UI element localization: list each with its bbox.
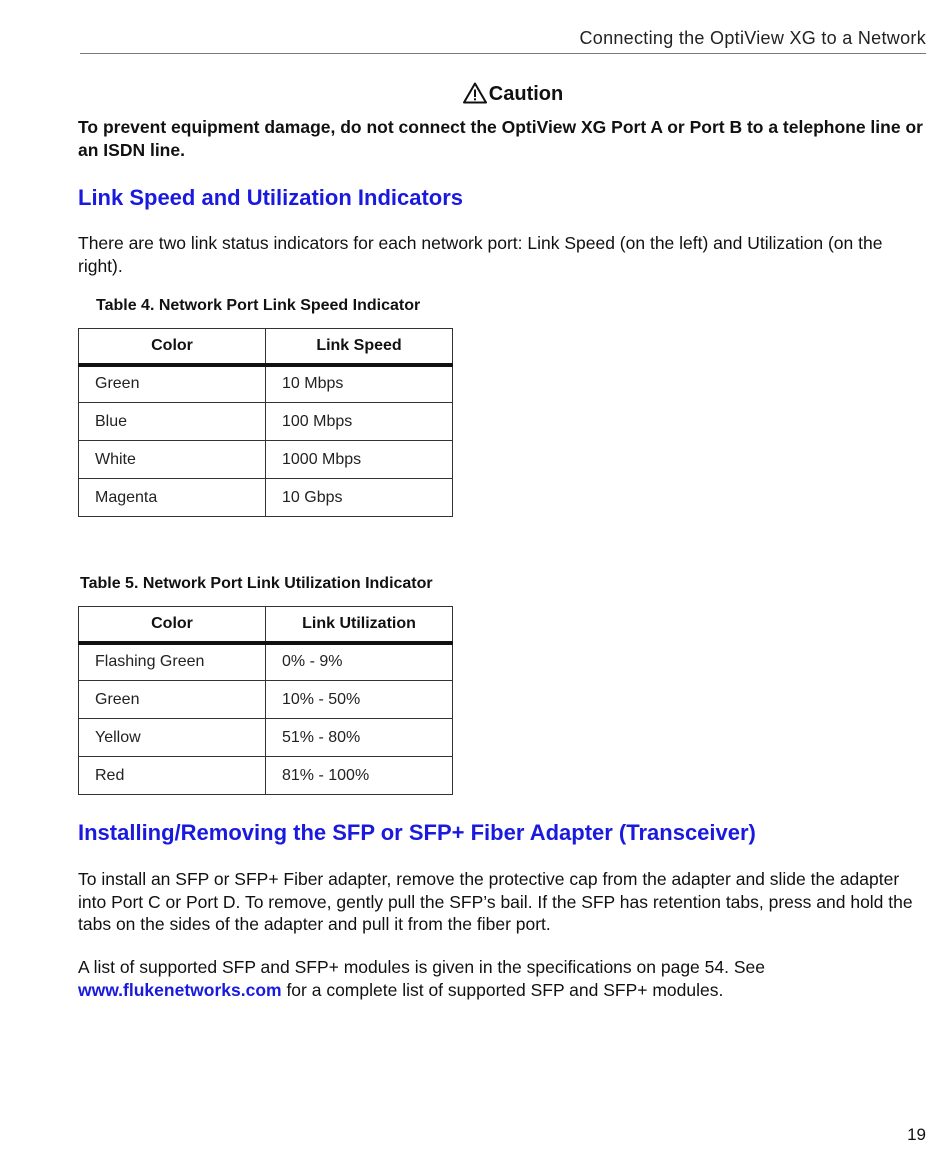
- running-header: Connecting the OptiView XG to a Network: [80, 22, 926, 54]
- table-cell-color: Yellow: [79, 719, 266, 757]
- link-utilization-table: [78, 606, 453, 795]
- table-row: [79, 681, 453, 719]
- table-cell-speed: 10 Gbps: [266, 479, 453, 517]
- section-heading-sfp: Installing/Removing the SFP or SFP+ Fiber Adapter (Transceiver): [78, 820, 756, 845]
- table-cell-color: Magenta: [79, 479, 266, 517]
- table-cell-color: White: [79, 441, 266, 479]
- table-cell-speed: 10 Mbps: [266, 365, 453, 403]
- sfp-modules-text-before: A list of supported SFP and SFP+ modules is given in the specifications on page 54. See: [78, 957, 765, 977]
- link-status-paragraph: There are two link status indicators for each network port: Link Speed (on the left) and Utilization (on the right).: [78, 233, 883, 276]
- table-row: [79, 479, 453, 517]
- table-row: [79, 403, 453, 441]
- caution-text: To prevent equipment damage, do not connect the OptiView XG Port A or Port B to a telephone line or an ISDN line.: [78, 117, 923, 160]
- table-cell-utilization: 81% - 100%: [266, 757, 453, 795]
- warning-triangle-icon: [463, 82, 487, 110]
- table-cell-utilization: 51% - 80%: [266, 719, 453, 757]
- table-row: [79, 365, 453, 403]
- table-cell-speed: 100 Mbps: [266, 403, 453, 441]
- table-row: [79, 441, 453, 479]
- table5-caption: Table 5. Network Port Link Utilization Indicator: [80, 575, 433, 592]
- section-heading-link-speed: Link Speed and Utilization Indicators: [78, 185, 464, 210]
- table-row: [79, 643, 453, 681]
- table-row: [79, 757, 453, 795]
- caution-label: Caution: [488, 83, 564, 105]
- table-row: [79, 719, 453, 757]
- table-cell-color: Flashing Green: [79, 643, 266, 681]
- table-cell-color: Green: [79, 365, 266, 403]
- table4-caption: Table 4. Network Port Link Speed Indicator: [96, 297, 421, 314]
- column-header-color: Color: [79, 329, 266, 365]
- table-cell-color: Green: [79, 681, 266, 719]
- column-header-link-speed: Link Speed: [266, 329, 453, 365]
- table-header-row: [79, 607, 453, 643]
- column-header-link-utilization: Link Utilization: [266, 607, 453, 643]
- link-speed-table: [78, 328, 453, 517]
- sfp-modules-text-after: for a complete list of supported SFP and SFP+ modules.: [281, 979, 724, 1000]
- table-cell-speed: 1000 Mbps: [266, 441, 453, 479]
- table-cell-utilization: 10% - 50%: [266, 681, 453, 719]
- table-cell-color: Red: [79, 757, 266, 795]
- flukenetworks-link[interactable]: www.flukenetworks.com: [78, 979, 282, 1000]
- sfp-install-paragraph: To install an SFP or SFP+ Fiber adapter, remove the protective cap from the adapter and slide the adapter into Port C or Port D. To remove, gently pull the SFP’s bail. If the SFP has retention tabs, press and hold the tabs on the sides of the adapter and pull it from the fiber port.: [78, 869, 913, 934]
- sfp-modules-paragraph: [78, 956, 928, 1001]
- caution-heading: [78, 82, 948, 110]
- page-number: 19: [907, 1125, 926, 1144]
- table-cell-utilization: 0% - 9%: [266, 643, 453, 681]
- table-header-row: [79, 329, 453, 365]
- column-header-color: Color: [79, 607, 266, 643]
- table-cell-color: Blue: [79, 403, 266, 441]
